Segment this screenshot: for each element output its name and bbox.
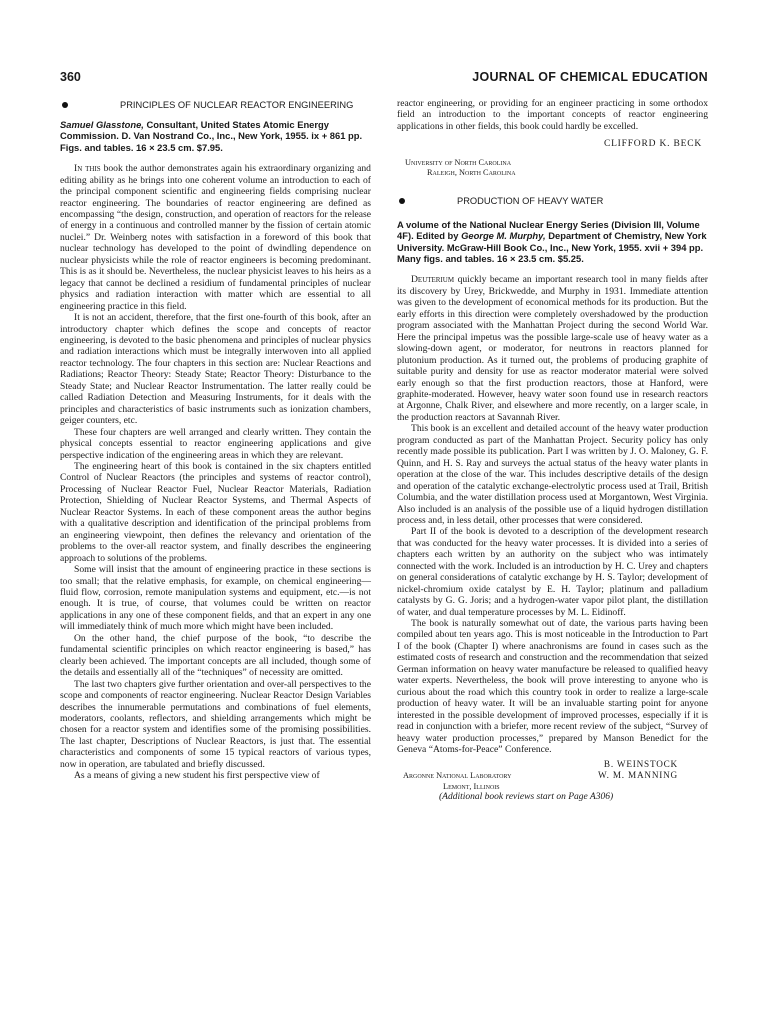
right-column [397, 98, 708, 803]
affiliation-line: University of North Carolina [405, 157, 512, 167]
paragraph-text: quickly became an important research tool in many fields after its discovery by Urey, Brickwedde, and Murphy in 1931. Immediate attention was given to the development of economical methods for its production. But the early efforts in this direction were completely overshadowed by the production program associated with the Manhattan Project during the second World War. Here the principal impetus was the possible large-scale use of heavy water as a slowing-down agent, or moderator, for neutrons in reactors planned for plutonium production. As it turned out, the problems of producing graphite of suitable purity and density for use as reactor moderator material were solved early enough so that the first production reactors, those at Hanford, were graphite-moderated. However, heavy water soon found use in research reactors at Argonne, Chalk River, and elsewhere and more recently, on a larger scale, in the production reactors at Savannah River. [397, 274, 708, 423]
reviewer-affiliation: Argonne National Laboratory [403, 771, 512, 781]
review-title-nuclear-reactor [60, 100, 371, 111]
review-title-text: PRODUCTION OF HEAVY WATER [457, 195, 604, 206]
lead-word: Deuterium [411, 274, 455, 286]
paragraph: On the other hand, the chief purpose of the book, “to describe the fundamental scientific principles on which reactor engineering is based,” has clearly been achieved. The important concepts are all included, though some of the details and essentially all of the “techniques” of necessity are omitted. [60, 632, 371, 679]
editor-name: George M. Murphy, [461, 230, 546, 242]
reviewer-name: W. M. MANNING [598, 770, 678, 781]
paragraph: The last two chapters give further orientation and over-all perspectives to the scope and components of reactor engineering. Nuclear Reactor Design Variables describes the innumerable permutations and combinations of fuel elements, moderators, coolants, reflectors, and shielding arrangements which might be chosen for a reactor system and identifies some of the promising possibilities. The last chapter, Descriptions of Nuclear Reactors, is just that. The essential characteristics and components of some 15 typical reactors of various types, now in operation, are tabulated and briefly discussed. [60, 678, 371, 770]
citation-details: Department of Chemistry, New York University. McGraw-Hill Book Co., Inc., New York, 1955. xvii + 394 pp. Many figs. and tables. 16 × 23.5 cm. $5.25. [397, 230, 707, 265]
paragraph [397, 274, 708, 423]
page-header [60, 70, 708, 94]
signature-block [397, 759, 708, 803]
left-column [60, 98, 371, 782]
page-number: 360 [60, 70, 81, 84]
paragraph-text: book the author demonstrates again his extraordinary organizing and editing ability as he brings into one coherent volume an introduction to each of the principal component scientific and engineering fields comprising nuclear reactor engineering. The boundaries of reactor engineering are defined as encompassing “the design, construction, and operation of reactors for the release of energy in a continuous and controlled manner by the fission of certain atomic nuclei.” Dr. Weinberg notes with satisfaction in a foreword of this book that nuclear technology has developed to the point of dwindling dependence on nuclear physicists while the role of reactor engineers is becoming predominant. This is as it should be. Nevertheless, the nuclear physicist leaves to his heirs as a legacy that cannot be declined a residium of fundamental principles of nuclear physics and radiation interaction with matter which are essential to all engineering practice in this field. [60, 163, 371, 312]
paragraph: As a means of giving a new student his first perspective view of [74, 770, 320, 782]
bullet-icon [399, 198, 405, 204]
journal-title: JOURNAL OF CHEMICAL EDUCATION [472, 70, 708, 84]
paragraph: The engineering heart of this book is contained in the six chapters entitled Control of Nuclear Reactors (the principles and systems of reactor control), Processing of Nuclear Reactor Fuel, Nuclear Reactor Materials, Radiation Protection, Shielding of Nuclear Reactor Systems, and Thermal Aspects of Nuclear Reactor Systems. In each of these component areas the author begins with a qualitative description and identification of the principal problems from an engineering viewpoint, then defines the relevancy and orientation of the problems to the over-all reactor system, and finally describes the engineering approach to solutions of the problems. [60, 461, 371, 564]
citation-start: A volume of the National Nuclear Energy Series (Division III, Volume 4F). Edited by [397, 218, 700, 242]
paragraph [60, 163, 371, 312]
citation-details: Consultant, United States Atomic Energy Commission. D. Van Nostrand Co., Inc., New York, 1955. ix + 861 pp. Figs. and tables. 16 × 23.5 cm. $7.95. [60, 119, 363, 153]
lead-word: In this [74, 163, 101, 175]
reviewer-affiliation [397, 158, 708, 178]
paragraph-continuation: reactor engineering, or providing for an engineer practicing in some orthodox field an introduction to the important concepts of reactor engineering applications in other fields, this book could hardly be excelled. [397, 98, 708, 132]
reviewer-name: B. WEINSTOCK [603, 759, 678, 770]
review-citation [397, 219, 708, 265]
paragraph: Part II of the book is devoted to a description of the development research that was conducted for the heavy water processes. It is divided into a series of chapters each written by an authority on the subject who was intimately connected with the work. Included is an introduction by H. C. Urey and chapters on general considerations of catalytic exchange by H. S. Taylor; development of nickel-chromium oxide catalyst by E. H. Taylor; platinum and palladium catalysts by G. G. Joris; and a hydrogen-water vapor pilot plant, the distillation of water, and dual temperature processes by M. L. Eidinoff. [397, 526, 708, 618]
bullet-icon [62, 102, 68, 108]
continuation-note: (Additional book reviews start on Page A306) [439, 792, 614, 803]
journal-page [60, 70, 708, 1010]
review-citation [60, 119, 371, 153]
reviewer-location: Lemont, Illinois [443, 782, 500, 792]
reviewer-name: CLIFFORD K. BECK [603, 139, 702, 150]
paragraph: These four chapters are well arranged and clearly written. They contain the physical concepts essential to reactor engineering applications and give perspective indication of the engineering areas in which they are relevant. [60, 426, 371, 461]
review-title-text: PRINCIPLES OF NUCLEAR REACTOR ENGINEERING [120, 100, 354, 110]
two-column-body [60, 98, 708, 1008]
paragraph: Some will insist that the amount of engineering practice in these sections is too small; that the relative emphasis, for example, on chemical engineering—fluid flow, corrosion, remote manipulation systems and equipment, etc.—is not enough. It is true, of course, that volumes could be written on reactor applications in any one of these component fields, and that an expert in any one will immediately think of much more which might have been included. [60, 564, 371, 633]
paragraph: It is not an accident, therefore, that the first one-fourth of this book, after an introductory chapter which defines the scope and concepts of reactor engineering, is devoted to the basic phenomena and principles of nuclear physics and radiation interactions which must be integrally interwoven into all applied reactor technology. The four chapters in this section are: Nuclear Reactions and Radiations; Reactor Theory: Steady State; Reactor Theory: Disturbance to the Steady State; and Nuclear Reactor Instrumentation. The latter really could be called Radiation Detection and Measuring Instruments, for it deals with the principles and characteristics of basic instruments such as ionization chambers, geiger counters, etc. [60, 312, 371, 427]
affiliation-line: Raleigh, North Carolina [427, 167, 516, 177]
author-name: Samuel Glasstone, [60, 119, 144, 130]
paragraph: This book is an excellent and detailed account of the heavy water production program conducted as part of the Manhattan Project. Security policy has only recently made possible its publication. Part I was written by J. O. Maloney, G. F. Quinn, and H. S. Ray and surveys the actual status of the heavy water plants in operation at the close of the war. This includes descriptive details of the design and operation of the catalytic exchange-electrolytic process used at Trail, British Columbia, and the water distillation process used at Morgantown, West Virginia. Also included is an analysis of the possible use of a liquid hydrogen distillation process and, in less detail, other processes that were considered. [397, 423, 708, 526]
review-title-heavy-water [397, 196, 708, 207]
paragraph: The book is naturally somewhat out of date, the various parts having been compiled about ten years ago. This is most noticeable in the Introduction to Part I of the book (Chapter I) where anachronisms are found in cases such as the estimated costs of research and construction and the recommendation that seized German information on heavy water manufacture be released to qualified heavy water experts. Nevertheless, the book will prove interesting to anyone who is curious about the road which this country took in order to realize a large-scale production of heavy water. It will be an invaluable starting point for anyone interested in the possible development of improved processes, especially if it is read in conjunction with a briefer, more recent review of the subject, “Survey of heavy water production processes,” prepared by Manson Benedict for the Geneva “Atoms-for-Peace” Conference. [397, 618, 708, 756]
